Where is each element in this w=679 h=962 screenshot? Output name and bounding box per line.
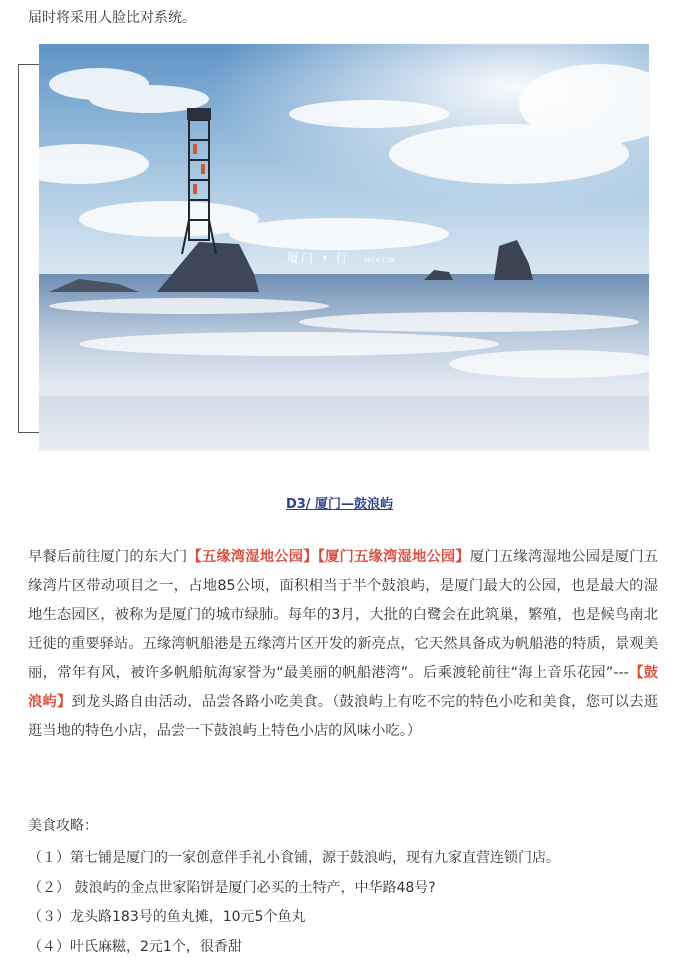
list-item: （２） 鼓浪屿的金点世家陷饼是厦门必买的土特产，中华路48号? xyxy=(28,874,658,904)
photo-watermark-title: 厦门 • 行 xyxy=(287,250,350,265)
highlight-gulangyu: 【鼓浪屿】 xyxy=(28,665,658,710)
photo-watermark-date: 2014.1.28 xyxy=(364,257,395,264)
section-title-link[interactable]: D3/ 厦门—鼓浪屿 xyxy=(0,493,679,512)
xiamen-beach-photo xyxy=(39,44,649,451)
food-guide-list xyxy=(28,844,658,962)
decorative-bracket xyxy=(18,64,39,433)
list-item: （１）第七铺是厦门的一家创意伴手礼小食铺，源于鼓浪屿，现有九家直营连锁门店。 xyxy=(28,844,658,874)
intro-text: 届时将采用人脸比对系统。 xyxy=(28,8,196,28)
list-item: （３）龙头路183号的鱼丸摊，10元5个鱼丸 xyxy=(28,903,658,933)
food-guide-title: 美食攻略： xyxy=(28,815,98,835)
itinerary-paragraph xyxy=(28,543,658,746)
highlight-wuyuanwan: 【五缘湾湿地公园】 xyxy=(187,549,317,565)
para-text-2: 厦门五缘湾湿地公园是厦门五缘湾片区带动项目之一，占地85公顷，面积相当于半个鼓浪屿，是厦门最大的公园，也是最大的湿地生态园区，被称为是厦门的城市绿肺。每年的3月，大批的白鹭会在此筑巢，繁殖，也是候鸟南北迁徙的重要驿站。五缘湾帆船港是五缘湾片区开发的新亮点，它天然具备成为帆船港的特质，景观美丽，常年有风，被许多帆船航海家誉为“最美丽的帆船港湾”。后乘渡轮前往“海上音乐花园”--- xyxy=(28,549,658,681)
para-text-1: 早餐后前往厦门的东大门 xyxy=(28,549,187,565)
para-text-3: 到龙头路自由活动，品尝各路小吃美食。（鼓浪屿上有吃不完的特色小吃和美食，您可以去逛逛当地的特色小店，品尝一下鼓浪屿上特色小店的风味小吃。） xyxy=(28,694,658,739)
highlight-xiamen-wuyuanwan: 【厦门五缘湾湿地公园】 xyxy=(318,549,470,565)
list-item: （４）叶氏麻糍，2元1个，很香甜 xyxy=(28,933,658,962)
